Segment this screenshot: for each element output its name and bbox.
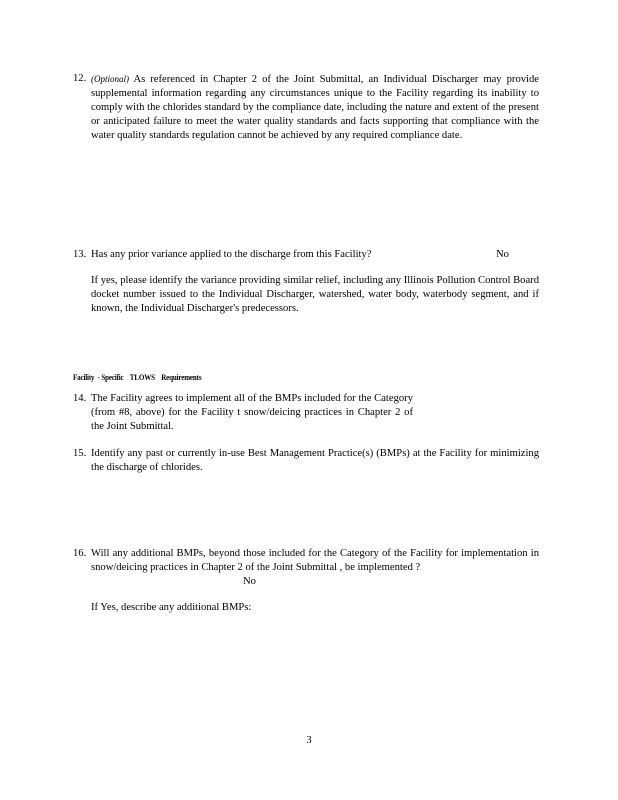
question-16 — [73, 547, 539, 575]
question-12-text: As referenced in Chapter 2 of the Joint Submittal, an Individual Discharger may provide supplemental information regarding any circumstances unique to the Facility regarding its inability to comply with the chlorides standard by the compliance date, including the nature and extent of the present or anticipated failure to meet the water quality standards and facts supporting that compliance with the water quality standards regulation cannot be achieved by any required compliance date. — [91, 74, 539, 141]
question-number: 16. — [73, 548, 87, 559]
question-13-answer: No — [496, 249, 509, 260]
question-15-text: Identify any past or currently in-use Best Management Practice(s) (BMPs) at the Facility for minimizing the discharge of chlorides. — [91, 448, 539, 473]
question-16-answer: No — [243, 576, 256, 587]
question-14-text: The Facility agrees to implement all of the BMPs included for the Category (from #8, above) for the Facility t snow/deicing practices in Chapter 2 of the Joint Submittal. — [91, 393, 413, 432]
question-12 — [73, 72, 539, 143]
question-13 — [73, 248, 539, 262]
question-number: 14. — [73, 393, 87, 404]
question-number: 15. — [73, 448, 87, 459]
optional-tag: (Optional) — [91, 74, 129, 84]
question-number: 13. — [73, 249, 87, 260]
question-number: 12. — [73, 73, 87, 84]
section-heading: Facility - Specific TLOWS Requirements — [73, 372, 202, 382]
question-13-followup: If yes, please identify the variance providing similar relief, including any Illinois Pollution Control Board docket number issued to the Individual Discharger, watershed, water body, waterbody segment, and if known, the Individual Discharger's predecessors. — [91, 275, 539, 314]
question-text — [91, 72, 539, 143]
question-16-followup: If Yes, describe any additional BMPs: — [91, 602, 252, 613]
question-15 — [73, 447, 539, 475]
question-13-text: Has any prior variance applied to the discharge from this Facility? — [91, 249, 372, 260]
page-number: 3 — [306, 735, 312, 746]
question-16-text: Will any additional BMPs, beyond those included for the Category of the Facility for implementation in snow/deicing practices in Chapter 2 of the Joint Submittal , be implemented ? — [91, 548, 539, 573]
question-14 — [73, 392, 413, 434]
